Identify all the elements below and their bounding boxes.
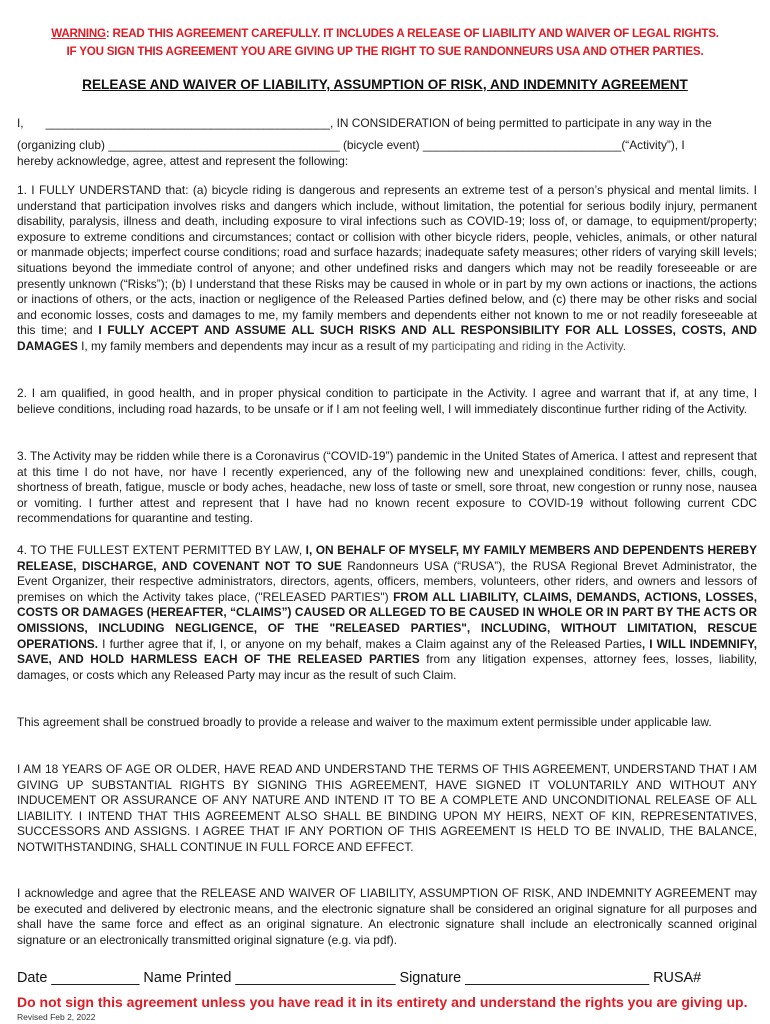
- para4-c: Randonneurs USA (“RUSA”), the RUSA Regional Brevet Administrator, the Event Organizer, their respective administrators, directors, agents, officers, members, volunteers, other riders, and owners and lessors of premises on which the Activity takes place, ("RELEASED PARTIES"): [17, 558, 758, 604]
- para4-liability-bold: FROM ALL LIABILITY, CLAIMS, DEMANDS, ACTIONS, LOSSES, COSTS OR DAMAGES (HEREAFTER, “CLAIMS”) CAUSED OR ALLEGED TO BE CAUSED IN WHOLE OR IN PART BY THE ACTS OR OMISSIONS, INCLUDING NEGLIGENCE, OF THE "RELEASED PARTIES", INCLUDING, WITHOUT LIMITATION, RESCUE OPERATIONS.: [17, 589, 757, 651]
- para1-bold: I FULLY ACCEPT AND ASSUME ALL SUCH RISKS AND ALL RESPONSIBILITY FOR ALL LOSSES, COSTS, AND DAMAGES: [17, 323, 757, 353]
- warning-line-1: [0, 27, 770, 40]
- intro-line-2: (organizing club) ___________________________________ (bicycle event) ______________________________(“Activity”), I: [17, 138, 685, 152]
- paragraph-7: I acknowledge and agree that the RELEASE AND WAIVER OF LIABILITY, ASSUMPTION OF RISK, AND INDEMNITY AGREEMENT may be executed and delivered by electronic means, and the electronic signature shall be considered an original signature for all purposes and shall have the same force and effect as an original signature. An electronic signature shall include an electronically scanned original signature or an electronically transmitted original signature (e.g. via pdf).: [17, 886, 757, 947]
- document-title: RELEASE AND WAIVER OF LIABILITY, ASSUMPTION OF RISK, AND INDEMNITY AGREEMENT: [82, 77, 688, 92]
- warning-line-1-text: : READ THIS AGREEMENT CAREFULLY. IT INCLUDES A RELEASE OF LIABILITY AND WAIVER OF LEGAL RIGHTS.: [105, 27, 719, 40]
- intro-line-1: [17, 116, 712, 130]
- para1-text-gray: participating and riding in the Activity.: [431, 338, 627, 353]
- footer-warning: Do not sign this agreement unless you have read it in its entirety and understand the rights you are giving up.: [17, 994, 748, 1010]
- paragraph-3: 3. The Activity may be ridden while there is a Coronavirus (“COVID-19”) pandemic in the United States of America. I attest and represent that at this time I do not have, nor have I recently experienced, any of the following new and unexplained conditions: fever, chills, cough, shortness of breath, fatigue, muscle or body aches, headache, new loss of taste or smell, sore throat, new congestion or runny nose, nausea or vomiting. I further attest and represent that I have had no known recent exposure to COVID-19 without following current CDC recommendations for quarantine and testing.: [17, 449, 757, 526]
- paragraph-2: 2. I am qualified, in good health, and in proper physical condition to participate in the Activity. I agree and warrant that if, at any time, I believe conditions, including road hazards, to be unsafe or if I am not feeling well, I will immediately discontinue further riding of the Activity.: [17, 386, 757, 416]
- intro-i: I,: [17, 116, 24, 130]
- intro-consideration: , IN CONSIDERATION of being permitted to participate in any way in the: [329, 116, 712, 130]
- para4-release-bold: I, ON BEHALF OF MYSELF, MY FAMILY MEMBERS AND DEPENDENTS HEREBY RELEASE, DISCHARGE, AND COVENANT NOT TO SUE: [17, 543, 758, 573]
- warning-label: WARNING: [51, 27, 106, 40]
- paragraph-6: I AM 18 YEARS OF AGE OR OLDER, HAVE READ AND UNDERSTAND THE TERMS OF THIS AGREEMENT, UNDERSTAND THAT I AM GIVING UP SUBSTANTIAL RIGHTS BY SIGNING THIS AGREEMENT, HAVE SIGNED IT VOLUNTARILY AND WITHOUT ANY INDUCEMENT OR ASSURANCE OF ANY NATURE AND INTEND IT TO BE A COMPLETE AND UNCONDITIONAL RELEASE OF ALL LIABILITY. I INTEND THAT THIS AGREEMENT ALSO SHALL BE BINDING UPON MY HEIRS, NEXT OF KIN, REPRESENTATIVES, SUCCESSORS AND ASSIGNS. I AGREE THAT IF ANY PORTION OF THIS AGREEMENT IS HELD TO BE INVALID, THE BALANCE, NOTWITHSTANDING, SHALL CONTINUE IN FULL FORCE AND EFFECT.: [17, 762, 757, 854]
- para1-text: 1. I FULLY UNDERSTAND that: (a) bicycle riding is dangerous and represents an extreme test of a person’s physical and mental limits. I understand that participation involves risks and dangers which include, without limitation, the potential for serious bodily injury, permanent disability, paralysis, illness and death, including exposure to viral infections such as COVID-19; loss of, or damage, to equipment/property; exposure to extreme conditions and circumstances; contact or collision with other bicycle riders, people, vehicles, animals, or other natural or manmade objects; imperfect course conditions; road and surface hazards; inadequate safety measures; other riders of varying skill levels; situations beyond the immediate control of anyone; and other undefined risks and dangers which may not be readily foreseeable or are presently unknown (“Risks”); (b) I understand that these Risks may be caused in whole or in part by my own actions or inactions, the actions or inactions of others, or the acts, inaction or negligence of the Released Parties defined below, and (c) there may be other risks and social and economic losses, costs and damages to me, my family members and dependents either not known to me or not readily foreseeable at this time; and: [17, 183, 757, 338]
- participant-name-blank[interactable]: ___________________________________________: [45, 116, 330, 130]
- paragraph-5: This agreement shall be construed broadly to provide a release and waiver to the maximum extent permissible under applicable law.: [17, 715, 712, 729]
- paragraph-1: [17, 183, 757, 355]
- signature-line[interactable]: Date ___________ Name Printed ____________________ Signature _______________________ RUSA#: [17, 970, 702, 986]
- para4-a: 4. TO THE FULLEST EXTENT PERMITTED BY LAW,: [17, 543, 306, 557]
- revision-date: Revised Feb 2, 2022: [17, 1012, 96, 1022]
- intro-line-3: hereby acknowledge, agree, attest and represent the following:: [17, 154, 349, 168]
- warning-line-2: IF YOU SIGN THIS AGREEMENT YOU ARE GIVING UP THE RIGHT TO SUE RANDONNEURS USA AND OTHER PARTIES.: [66, 45, 704, 58]
- para4-indemnify-bold: , I WILL INDEMNIFY, SAVE, AND HOLD HARMLESS EACH OF THE RELEASED PARTIES: [17, 636, 757, 667]
- para4-g: from any litigation expenses, attorney fees, losses, liability, damages, or costs which any Released Party may incur as the result of such Claim.: [17, 652, 757, 682]
- para4-e: I further agree that if, I, or anyone on my behalf, makes a Claim against any of the Released Parties: [98, 636, 642, 651]
- paragraph-4: [17, 543, 757, 683]
- para1-text-b: I, my family members and dependents may incur as a result of my: [77, 338, 432, 353]
